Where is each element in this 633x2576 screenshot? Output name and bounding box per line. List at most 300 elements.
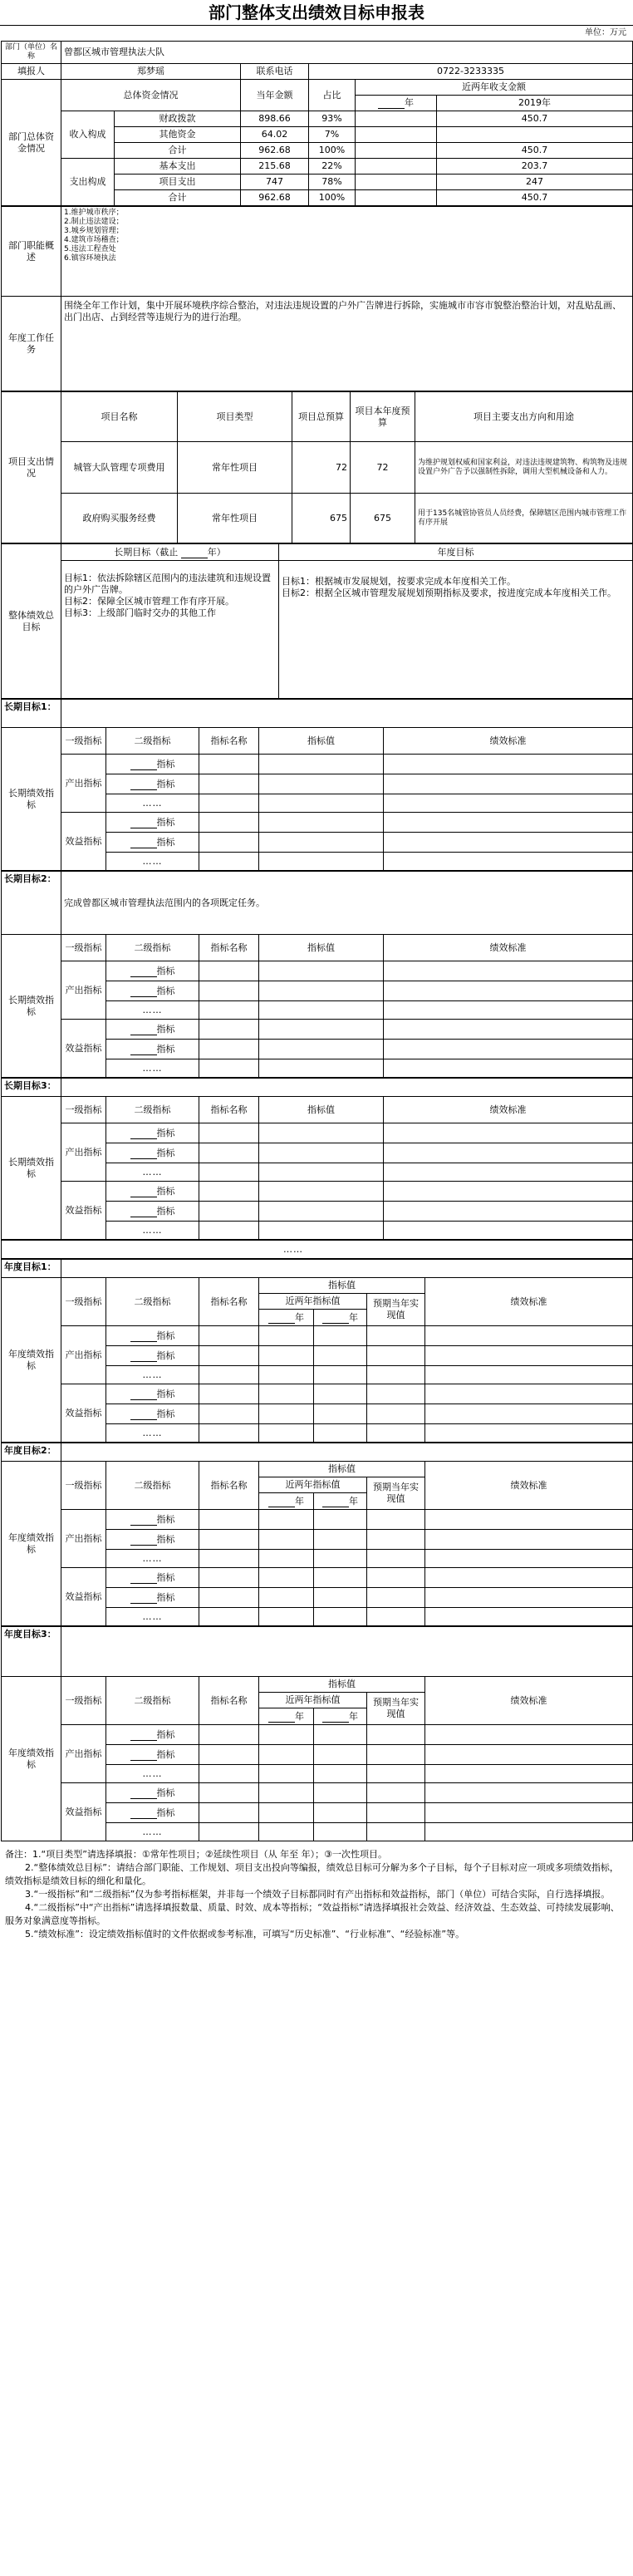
dept-label: 部门（单位）名称 [2, 42, 61, 64]
long-goal-item: 目标1：依法拆除辖区范围内的违法建筑和违规设置的户外广告牌。 [64, 573, 271, 595]
name-cell [199, 1059, 259, 1078]
col-name: 指标名称 [199, 1097, 259, 1123]
v3-cell [367, 1326, 425, 1346]
long-goal-header-left: 长期目标（截止 [114, 546, 179, 558]
name-cell [199, 1745, 259, 1765]
income-prev: 450.7 [437, 143, 633, 159]
projects-header-type: 项目类型 [178, 392, 292, 442]
indicator-blank [130, 1390, 157, 1400]
year-suffix: 年 [295, 1311, 304, 1323]
indicator-blank [130, 1789, 157, 1799]
indicator-suffix: 指标 [156, 1388, 175, 1399]
income-name: 财政拨款 [115, 111, 241, 127]
v2-cell [314, 1530, 367, 1550]
project-use: 用于135名城管协管员人员经费，保障辖区范围内城市管理工作有序开展 [415, 494, 633, 543]
standard-cell [384, 1123, 633, 1143]
indicator-blank [130, 1751, 157, 1761]
dept-value: 曾都区城市管理执法大队 [61, 42, 633, 64]
annual-perf-label: 年度绩效指标 [2, 1278, 61, 1443]
expense-label: 支出构成 [61, 159, 115, 206]
name-cell [199, 813, 259, 833]
name-cell [199, 1123, 259, 1143]
v3-cell [367, 1404, 425, 1424]
name-cell [199, 1725, 259, 1745]
ellipsis-cell: …… [106, 1765, 199, 1783]
v1-cell [259, 1326, 314, 1346]
phone-label: 联系电话 [241, 64, 309, 80]
year-suffix: 年 [349, 1710, 358, 1722]
v1-cell [259, 1803, 314, 1823]
functions-label: 部门职能概述 [2, 207, 61, 297]
standard-cell [425, 1366, 633, 1384]
name-cell [199, 961, 259, 981]
v2-cell [314, 1424, 367, 1443]
year-suffix: 年 [295, 1710, 304, 1722]
indicator-cell [106, 1326, 199, 1346]
standard-cell [384, 1020, 633, 1040]
projects-header-name: 项目名称 [61, 392, 178, 442]
project-annual: 675 [351, 494, 415, 543]
col-standard: 绩效标准 [384, 935, 633, 961]
indicator-blank [130, 1187, 157, 1197]
year-blank [322, 1497, 349, 1507]
indicator-blank [130, 1410, 157, 1420]
ellipsis-cell: …… [106, 1424, 199, 1443]
long-goal-item: 目标3：上级部门临时交办的其他工作 [64, 607, 216, 618]
v3-cell [367, 1568, 425, 1588]
name-cell [199, 755, 259, 774]
col-level1: 一级指标 [61, 728, 106, 755]
v2-cell [314, 1346, 367, 1366]
standard-cell [384, 981, 633, 1001]
year-cell [314, 1493, 367, 1510]
indicator-suffix: 指标 [156, 1571, 175, 1583]
v3-cell [367, 1530, 425, 1550]
indicator-blank [130, 1809, 157, 1819]
year-blank-suffix: 年 [405, 97, 414, 108]
note-line: 2.“整体绩效总目标”：请结合部门职能、工作规划、项目支出投向等编报，绩效总目标可分解为多个子目标，每个子目标对应一项或多项绩效指标，绩效指标是绩效目标的细化和量化。 [5, 1862, 619, 1886]
name-cell [199, 1608, 259, 1626]
indicator-cell [106, 1783, 199, 1803]
output-label: 产出指标 [61, 1123, 106, 1182]
output-label: 产出指标 [61, 1326, 106, 1384]
annual-goal-text [279, 561, 633, 699]
long-perf-label: 长期绩效指标 [2, 728, 61, 871]
col-recent-values: 近两年指标值 [259, 1294, 367, 1310]
indicator-cell [106, 1803, 199, 1823]
name-cell [199, 1202, 259, 1222]
standard-cell [425, 1725, 633, 1745]
annual-goal-item: 目标1：根据城市发展规划，按要求完成本年度相关工作。 [282, 576, 516, 587]
v2-cell [314, 1608, 367, 1626]
note-line: 4.“二级指标”中“产出指标”请选择填报数量、质量、时效、成本等指标；“效益指标”请选择填报社会效益、经济效益、生态效益、可持续发展影响、服务对象满意度等指标。 [5, 1902, 620, 1926]
indicator-cell [106, 1346, 199, 1366]
income-prev1 [356, 127, 437, 143]
v3-cell [367, 1725, 425, 1745]
annual-goal-label: 年度目标3： [2, 1627, 61, 1677]
indicator-blank [130, 780, 157, 790]
v1-cell [259, 1745, 314, 1765]
indicator-cell [106, 1745, 199, 1765]
v2-cell [314, 1366, 367, 1384]
col-value: 指标值 [259, 728, 384, 755]
indicator-cell [106, 1404, 199, 1424]
long-goal-header-right: 年） [207, 546, 226, 558]
projects-header-use: 项目主要支出方向和用途 [415, 392, 633, 442]
standard-cell [425, 1568, 633, 1588]
standard-cell [425, 1588, 633, 1608]
output-label: 产出指标 [61, 961, 106, 1020]
indicator-cell [106, 774, 199, 794]
annual-goal-label: 年度目标1： [2, 1260, 61, 1278]
col-value: 指标值 [259, 1097, 384, 1123]
indicator-suffix: 指标 [156, 1408, 175, 1419]
standard-cell [425, 1326, 633, 1346]
value-cell [259, 794, 384, 813]
col-level2: 二级指标 [106, 1097, 199, 1123]
ellipsis-cell: …… [106, 1608, 199, 1626]
v3-cell [367, 1765, 425, 1783]
v2-cell [314, 1568, 367, 1588]
name-cell [199, 1765, 259, 1783]
ellipsis-cell: …… [106, 1163, 199, 1182]
indicator-blank [130, 838, 157, 848]
col-level2: 二级指标 [106, 1462, 199, 1510]
v2-cell [314, 1725, 367, 1745]
indicator-suffix: 指标 [156, 1349, 175, 1361]
long-perf-label: 长期绩效指标 [2, 1097, 61, 1240]
name-cell [199, 1222, 259, 1240]
col-level1: 一级指标 [61, 1278, 106, 1326]
function-item: 5.违法工程查处 [64, 245, 116, 253]
v1-cell [259, 1588, 314, 1608]
name-cell [199, 1384, 259, 1404]
v1-cell [259, 1823, 314, 1841]
indicator-blank [130, 1516, 157, 1526]
standard-cell [384, 755, 633, 774]
year-suffix: 年 [295, 1495, 304, 1507]
projects-label: 项目支出情况 [2, 392, 61, 543]
standard-cell [425, 1803, 633, 1823]
funds-header-recent: 近两年收支金额 [356, 80, 633, 96]
benefit-label: 效益指标 [61, 1568, 106, 1626]
col-expected: 预期当年实现值 [367, 1693, 425, 1725]
phone-value: 0722-3233335 [309, 64, 633, 80]
long-goal-header [61, 544, 279, 561]
indicator-cell [106, 1143, 199, 1163]
year-cell [314, 1310, 367, 1326]
indicator-suffix: 指标 [156, 1728, 175, 1740]
standard-cell [384, 813, 633, 833]
value-cell [259, 1202, 384, 1222]
ellipsis-cell: …… [106, 1001, 199, 1020]
name-cell [199, 794, 259, 813]
expense-name: 项目支出 [115, 175, 241, 190]
name-cell [199, 1568, 259, 1588]
overall-goal-label: 整体绩效总目标 [2, 544, 61, 699]
v2-cell [314, 1803, 367, 1823]
name-cell [199, 1803, 259, 1823]
income-ratio: 93% [309, 111, 356, 127]
value-cell [259, 1182, 384, 1202]
annual-goal-header: 年度目标 [279, 544, 633, 561]
value-cell [259, 981, 384, 1001]
v1-cell [259, 1725, 314, 1745]
annual-goal-body [61, 1627, 633, 1677]
indicator-suffix: 指标 [156, 1205, 175, 1217]
v1-cell [259, 1366, 314, 1384]
standard-cell [384, 1001, 633, 1020]
income-ratio: 7% [309, 127, 356, 143]
funds-section-label: 部门总体资金情况 [2, 80, 61, 206]
indicator-suffix: 指标 [156, 1043, 175, 1054]
income-prev1 [356, 143, 437, 159]
indicator-suffix: 指标 [156, 1787, 175, 1798]
name-cell [199, 833, 259, 853]
indicator-blank [130, 1536, 157, 1546]
col-value: 指标值 [259, 935, 384, 961]
gap-ellipsis: …… [2, 1241, 633, 1259]
col-value: 指标值 [259, 1677, 425, 1693]
long-goal-text [61, 561, 279, 699]
indicator-blank [130, 1731, 157, 1741]
col-level2: 二级指标 [106, 728, 199, 755]
income-prev [437, 127, 633, 143]
annual-goal-body [61, 1443, 633, 1462]
long-goal-label: 长期目标1： [2, 700, 61, 728]
v1-cell [259, 1424, 314, 1443]
standard-cell [384, 833, 633, 853]
year-cell [259, 1708, 314, 1725]
v1-cell [259, 1550, 314, 1568]
standard-cell [425, 1424, 633, 1443]
expense-amount: 962.68 [241, 190, 309, 206]
indicator-blank [130, 1025, 157, 1035]
indicator-blank [130, 1574, 157, 1584]
v2-cell [314, 1384, 367, 1404]
indicator-suffix: 指标 [156, 1533, 175, 1545]
col-level1: 一级指标 [61, 1462, 106, 1510]
indicator-cell [106, 1588, 199, 1608]
ellipsis-cell: …… [106, 1366, 199, 1384]
long-goal-body: 完成曾都区城市管理执法范围内的各项既定任务。 [61, 872, 633, 935]
name-cell [199, 1366, 259, 1384]
year-blank [268, 1314, 295, 1324]
v2-cell [314, 1550, 367, 1568]
standard-cell [384, 1182, 633, 1202]
functions-table [1, 206, 633, 391]
col-level2: 二级指标 [106, 1278, 199, 1326]
v1-cell [259, 1346, 314, 1366]
v3-cell [367, 1384, 425, 1404]
year-cell [259, 1310, 314, 1326]
value-cell [259, 1020, 384, 1040]
indicator-blank [130, 1129, 157, 1139]
year-cell [259, 1493, 314, 1510]
note-line: 3.“一级指标”和“二级指标”仅为参考指标框架，并非每一个绩效子目标都同时有产出指标和效益指标，部门（单位）可结合实际，自行选择填报。 [25, 1889, 611, 1900]
indicator-cell [106, 961, 199, 981]
funds-header-amount: 当年金额 [241, 80, 309, 111]
overall-goal-table [1, 543, 633, 699]
filler-label: 填报人 [2, 64, 61, 80]
tasks-label: 年度工作任务 [2, 297, 61, 391]
name-cell [199, 1404, 259, 1424]
v2-cell [314, 1765, 367, 1783]
indicator-blank [130, 987, 157, 997]
standard-cell [384, 774, 633, 794]
long-goal-year-blank [181, 548, 208, 558]
gap-row [1, 1240, 633, 1259]
indicator-cell [106, 1182, 199, 1202]
v2-cell [314, 1510, 367, 1530]
expense-ratio: 22% [309, 159, 356, 175]
income-name: 合计 [115, 143, 241, 159]
standard-cell [425, 1384, 633, 1404]
year-blank [268, 1713, 295, 1723]
v3-cell [367, 1366, 425, 1384]
indicator-cell [106, 1384, 199, 1404]
standard-cell [384, 1143, 633, 1163]
standard-cell [384, 1040, 633, 1059]
name-cell [199, 981, 259, 1001]
income-prev: 450.7 [437, 111, 633, 127]
standard-cell [384, 853, 633, 871]
col-name: 指标名称 [199, 1462, 259, 1510]
standard-cell [425, 1745, 633, 1765]
expense-prev: 247 [437, 175, 633, 190]
standard-cell [425, 1783, 633, 1803]
col-expected: 预期当年实现值 [367, 1294, 425, 1326]
value-cell [259, 813, 384, 833]
annual-perf-label: 年度绩效指标 [2, 1677, 61, 1841]
funds-header-overall: 总体资金情况 [61, 80, 241, 111]
standard-cell [425, 1510, 633, 1530]
funds-header-ratio: 占比 [309, 80, 356, 111]
income-amount: 898.66 [241, 111, 309, 127]
v3-cell [367, 1346, 425, 1366]
v2-cell [314, 1588, 367, 1608]
projects-header-annual: 项目本年度预算 [351, 392, 415, 442]
function-item: 2.制止违法建设； [64, 218, 124, 226]
v3-cell [367, 1510, 425, 1530]
long-goal-body [61, 1079, 633, 1097]
benefit-label: 效益指标 [61, 1783, 106, 1841]
year-blank-line [378, 99, 405, 109]
long-goal-item: 目标2：保障全区城市管理工作有序开展。 [64, 596, 234, 607]
income-ratio: 100% [309, 143, 356, 159]
name-cell [199, 1040, 259, 1059]
long-goal-2-table [1, 871, 633, 1078]
benefit-label: 效益指标 [61, 813, 106, 871]
function-item: 4.建筑市场稽查； [64, 236, 124, 244]
col-name: 指标名称 [199, 728, 259, 755]
v3-cell [367, 1608, 425, 1626]
annual-perf-label: 年度绩效指标 [2, 1462, 61, 1626]
unit-label: 单位：万元 [585, 28, 626, 37]
indicator-blank [130, 1207, 157, 1217]
value-cell [259, 1163, 384, 1182]
standard-cell [425, 1823, 633, 1841]
v2-cell [314, 1326, 367, 1346]
expense-prev1 [356, 159, 437, 175]
indicator-blank [130, 1352, 157, 1362]
value-cell [259, 755, 384, 774]
v1-cell [259, 1530, 314, 1550]
project-total: 72 [292, 442, 351, 494]
col-level1: 一级指标 [61, 935, 106, 961]
v3-cell [367, 1803, 425, 1823]
ellipsis-cell: …… [106, 1550, 199, 1568]
indicator-suffix: 指标 [156, 778, 175, 789]
name-cell [199, 1163, 259, 1182]
funds-table [1, 41, 633, 206]
indicator-suffix: 指标 [156, 1513, 175, 1525]
name-cell [199, 1182, 259, 1202]
expense-amount: 747 [241, 175, 309, 190]
standard-cell [384, 1059, 633, 1078]
standard-cell [384, 961, 633, 981]
indicator-suffix: 指标 [156, 1748, 175, 1760]
v1-cell [259, 1783, 314, 1803]
v2-cell [314, 1745, 367, 1765]
standard-cell [384, 1202, 633, 1222]
expense-prev1 [356, 175, 437, 190]
year-blank [268, 1497, 295, 1507]
v3-cell [367, 1823, 425, 1841]
v3-cell [367, 1783, 425, 1803]
indicator-blank [130, 760, 157, 770]
year-blank [322, 1314, 349, 1324]
col-standard: 绩效标准 [384, 728, 633, 755]
value-cell [259, 961, 384, 981]
ellipsis-cell: …… [106, 853, 199, 871]
ellipsis-cell: …… [106, 794, 199, 813]
indicator-blank [130, 819, 157, 828]
funds-year-blank [356, 96, 437, 111]
benefit-label: 效益指标 [61, 1182, 106, 1240]
col-value: 指标值 [259, 1278, 425, 1294]
name-cell [199, 1510, 259, 1530]
value-cell [259, 1040, 384, 1059]
col-standard: 绩效标准 [425, 1278, 633, 1326]
year-cell [314, 1708, 367, 1725]
col-standard: 绩效标准 [425, 1462, 633, 1510]
name-cell [199, 853, 259, 871]
name-cell [199, 1823, 259, 1841]
col-recent-values: 近两年指标值 [259, 1693, 367, 1708]
ellipsis-cell: …… [106, 1059, 199, 1078]
indicator-blank [130, 1149, 157, 1159]
v1-cell [259, 1404, 314, 1424]
standard-cell [384, 1222, 633, 1240]
v1-cell [259, 1608, 314, 1626]
name-cell [199, 1020, 259, 1040]
col-level2: 二级指标 [106, 935, 199, 961]
function-item: 1.维护城市秩序； [64, 209, 124, 217]
v1-cell [259, 1384, 314, 1404]
standard-cell [425, 1530, 633, 1550]
annual-goal-2-table [1, 1443, 633, 1626]
ellipsis-cell: …… [106, 1823, 199, 1841]
col-level1: 一级指标 [61, 1677, 106, 1725]
v1-cell [259, 1568, 314, 1588]
indicator-cell [106, 1040, 199, 1059]
col-name: 指标名称 [199, 1677, 259, 1725]
indicator-suffix: 指标 [156, 965, 175, 976]
indicator-cell [106, 1123, 199, 1143]
col-standard: 绩效标准 [384, 1097, 633, 1123]
filler-value: 郑梦瑶 [61, 64, 241, 80]
